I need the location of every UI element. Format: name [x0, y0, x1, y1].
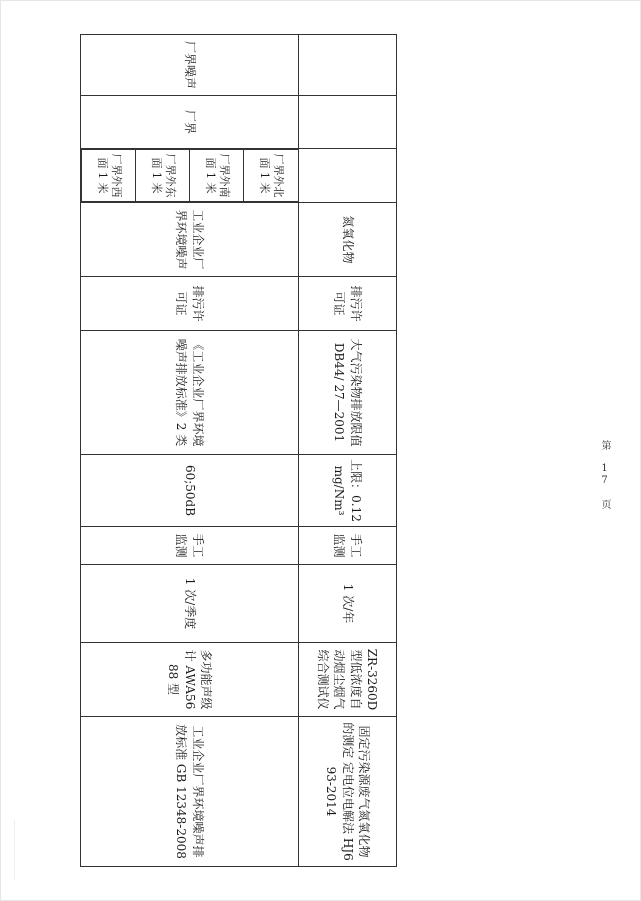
point-south: 厂界外南面 1 米	[190, 150, 244, 202]
standard-cell: 《工业企业厂界环境噪声排放标准》2 类	[81, 331, 299, 455]
table-row	[299, 35, 397, 867]
location-cell: 厂界	[81, 96, 299, 149]
table-row	[81, 35, 299, 867]
frequency-cell: 1 次/季度	[81, 565, 299, 643]
points-cell	[81, 149, 299, 203]
page-number: 第 17 页	[599, 440, 610, 510]
limit-cell: 60;50dB	[81, 455, 299, 527]
method-cell: 手工监测	[81, 527, 299, 565]
requirement-cell: 排污许可证	[81, 277, 299, 331]
instrument-cell: 多功能声级计 AWA5688 型	[81, 643, 299, 717]
monitoring-table	[80, 34, 397, 867]
requirement-cell: 排污许可证	[299, 277, 397, 331]
category-cell	[299, 35, 397, 96]
standard-cell: 大气污染物排放限值 DB44/ 27—2001	[299, 331, 397, 455]
limit-cell: 上限：0.12mg/Nm³	[299, 455, 397, 527]
rotated-document-body	[81, 34, 397, 861]
points-subtable	[81, 149, 298, 202]
frequency-cell: 1 次/年	[299, 565, 397, 643]
category-cell: 厂界噪声	[81, 35, 299, 96]
analysis-method-cell: 固定污染源废气氮氧化物的测定 定电位电解法 HJ693-2014	[299, 717, 397, 867]
item-cell: 氮氧化物	[299, 203, 397, 277]
point-north: 厂界外北面 1 米	[244, 150, 298, 202]
point-east: 厂界外东面 1 米	[136, 150, 190, 202]
instrument-cell: ZR-3260D 型低浓度自动烟尘烟气综合测试仪	[299, 643, 397, 717]
method-cell: 手工监测	[299, 527, 397, 565]
location-cell	[299, 96, 397, 149]
point-west: 厂界外西面 1 米	[82, 150, 136, 202]
points-cell	[299, 149, 397, 203]
item-cell: 工业企业厂界环境噪声	[81, 203, 299, 277]
analysis-method-cell: 工业企业厂界环境噪声排放标准 GB 12348-2008	[81, 717, 299, 867]
scan-mark	[14, 820, 15, 880]
